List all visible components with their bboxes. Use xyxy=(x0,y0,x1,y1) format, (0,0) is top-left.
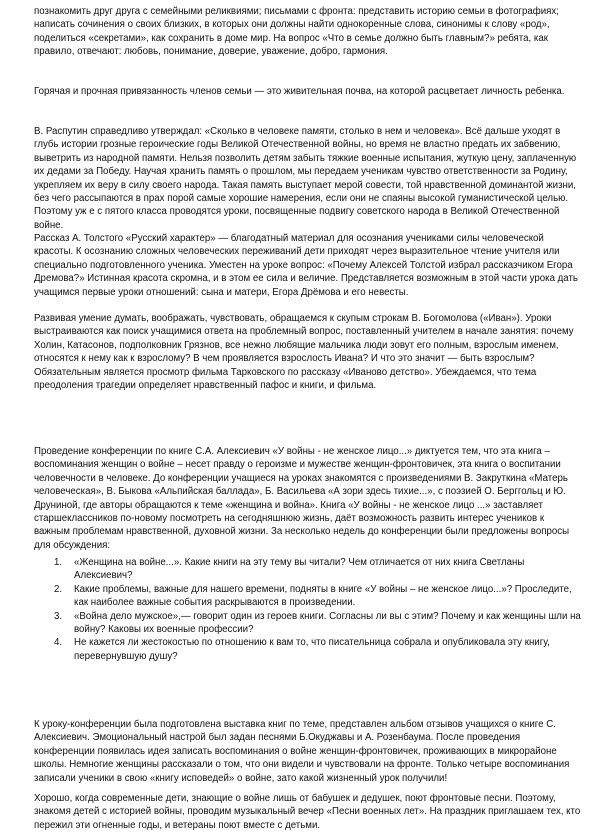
list-item xyxy=(34,556,582,583)
list-item-number: 2. xyxy=(54,583,63,595)
list-item-number: 4. xyxy=(54,637,63,649)
paragraph-family-relics: познакомить друг друга с семейными реликвиями; письмами с фронта: представить историю семьи в фотографиях; написать сочинения о своих близких, в которых они должны найти однокоренные слова, синонимы к слову «род», поделиться «секретами», как сохранить в доме мир. На вопрос «Что в семье должно быть главным?» ребята, как правило, отвечают: любовь, понимание, доверие, уважение, добро, гармония. xyxy=(34,6,559,58)
list-item-text: «Женщина на войне...». Какие книги на эту тему вы читали? Чем отличается от них книга Светланы Алексиевич? xyxy=(74,557,525,582)
paragraph-war-songs-evening: Хорошо, когда современные дети, знающие о войне лишь от бабушек и дедушек, поют фронтовые песни. Поэтому, знакомя детей с историей войны, проводим музыкальный вечер «Песни военных лет». На праздник приглашаем тех, кто пережил эти огненные годы, и ветераны поют вместе с детьми. xyxy=(34,793,581,831)
paragraph-alexievich-conference: Проведение конференции по книге С.А. Алексиевич «У войны - не женское лицо...» диктуется тем, что эта книга – воспоминания женщин о войне – несет правду о героизме и мужестве женщин-фронтовичек, эта книга о воспитании человечности в человеке. До конференции учащиеся на уроках знакомятся с произведениями В. Закруткина «Матерь человеческая», В. Быкова «Альпийская баллада», Б. Васильева «А зори здесь тихие...», с поэзией О. Берггольц и Ю. Друниной, где авторы обращаются к теме «женщина и война». Книга «У войны - не женское лицо ...» заставляет старшеклассников по-новому посмотреть на сегодняшнюю жизнь, даёт возможность развить интерес учеников к важным проблемам нравственной, духовной жизни. За несколько недель до конференции были предложены вопросы для обсуждения: xyxy=(34,446,570,551)
list-item xyxy=(34,610,582,637)
list-item-text: «Война дело мужское»,— говорит один из героев книги. Согласны ли вы с этим? Почему и как женщины шли на войну? Каковы их военные профессии? xyxy=(74,610,581,636)
paragraph-family-attachment: Горячая и прочная привязанность членов семьи — это живительная почва, на которой расцветает личность ребенка. xyxy=(34,86,565,97)
list-item xyxy=(34,636,582,663)
paragraph-rasputin-memory: В. Распутин справедливо утверждал: «Сколько в человеке памяти, столько в нем и человека». Всё дальше уходят в глубь истории грозные героические годы Великой Отечественной войны, но время не властно предать их забвению, выветрить из народной памяти. Нельзя позволить детям забыть тяжкие военные испытания, жуткую цену, заплаченную их дедами за Победу. Научая хранить память о прошлом, мы передаем ученикам чувство ответственности за Родину, укрепляем их веру в силу своего народа. Такая память выступает мерой совести, той нравственной доминантой жизни, без чего рассыпаются в прах порой самые хорошие намерения, если они не спаяны высокой гуманистической целью. Поэтому уж е с пятого класса проводятся уроки, посвященные подвигу советского народа в Великой Отечественной войне. xyxy=(34,126,577,231)
list-item xyxy=(34,583,582,610)
list-item-text: Не кажется ли жестокостью по отношению к вам то, что писательница собрала и опубликовала эту книгу, перевернувшую душу? xyxy=(74,637,550,662)
paragraph-conference-exhibition: К уроку-конференции была подготовлена выставка книг по теме, представлен альбом отзывов учащихся о книге С. Алексиевич. Эмоциональный настрой был задан песнями Б.Окуджавы и А. Розенбаума. После проведения конференции появилась идея записать воспоминания о войне женщин-фронтовичек, проживающих в микрорайоне школы. Немногие женщины рассказали о том, что они видели и чувствовали на фронте. Только четыре воспоминания записали ученики в свою «книгу исповедей» о войне, зато какой жизненный урок получили! xyxy=(34,719,570,784)
discussion-questions-list xyxy=(34,556,582,663)
list-item-number: 3. xyxy=(54,610,63,622)
list-item-number: 1. xyxy=(54,557,63,568)
list-item-text: Какие проблемы, важные для нашего времени, подняты в книге «У войны – не женское лицо...»? Проследите, как наиболее важные события раскрываются в произведении. xyxy=(74,583,572,609)
paragraph-tolstoy-russian-character: Рассказ А. Толстого «Русский характер» — благодатный материал для осознания учениками силы человеческой красоты. К осознанию сложных человеческих переживаний дети приходят через выразительное чтение учителя или специально подготовленного ученика. Уместен на уроке вопрос: «Почему Алексей Толстой избрал рассказчиком Егора Дремова?» Истинная красота скромна, и в этом ее сила и величие. Представляется возможным в этой части урока дать учащимся первые уроки отношений: сына и матери, Егора Дрёмова и его невесты. xyxy=(34,233,578,298)
paragraph-bogomolov-ivan: Развивая умение думать, воображать, чувствовать, обращаемся к скупым строкам В. Богомолова («Иван»). Уроки выстраиваются как поиск учащимися ответа на проблемный вопрос, поставленный учителем в начале занятия: почему Холин, Катасонов, подполковник Грязнов, все нежно любящие мальчика люди зовут его полным, взрослым именем, относятся к нему как к взрослому? В чем проявляется взрослость Ивана? И что это значит — быть взрослым? Обязательным является просмотр фильма Тарковского по рассказу «Иваново детство». Убеждаемся, что тема преодоления трагедии определяет нравственный пафос и книги, и фильма. xyxy=(34,313,574,392)
